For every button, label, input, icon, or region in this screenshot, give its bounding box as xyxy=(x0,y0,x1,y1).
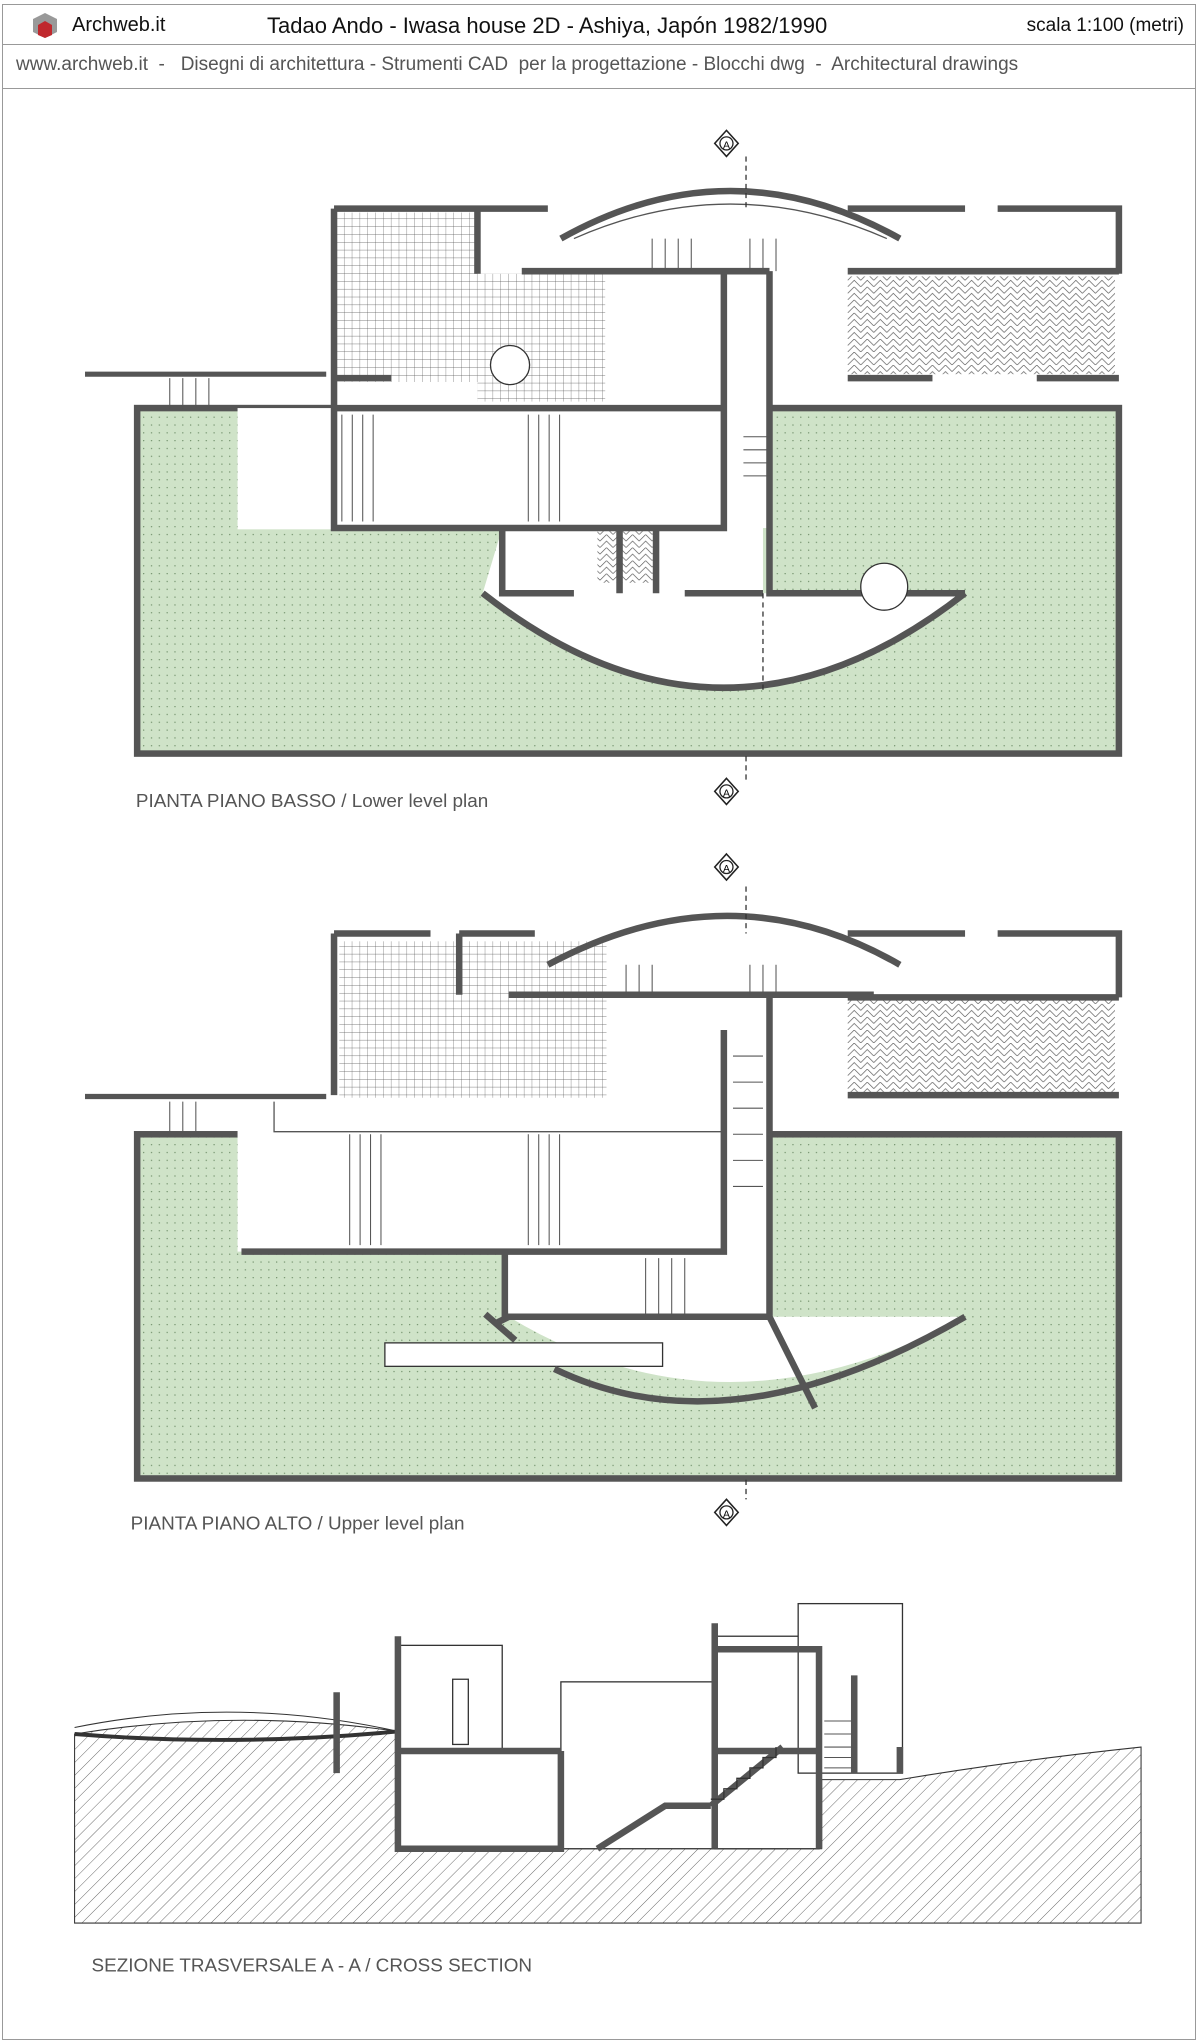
section-label: SEZIONE TRASVERSALE A - A / CROSS SECTION xyxy=(91,1955,533,1977)
section-marker-text: A xyxy=(722,788,730,800)
cross-section xyxy=(75,1604,1141,1923)
upper-plan-label: PIANTA PIANO ALTO / Upper level plan xyxy=(130,1513,465,1535)
tatami-room xyxy=(334,213,477,382)
section-marker-text: A xyxy=(722,140,730,152)
scale-label: scala 1:100 (metri) xyxy=(1026,15,1184,36)
upper-level-plan xyxy=(85,854,1119,1525)
lower-plan-label: PIANTA PIANO BASSO / Lower level plan xyxy=(135,791,489,813)
lower-level-plan xyxy=(85,130,1119,804)
brand-link[interactable]: Archweb.it xyxy=(72,14,166,36)
drawing-title: Tadao Ando - Iwasa house 2D - Ashiya, Japón 1982/1990 xyxy=(267,13,828,38)
subtitle: www.archweb.it - Disegni di architettura - Strumenti CAD per la progettazione - Blocchi dwg - Architectural drawings xyxy=(16,54,1019,75)
section-marker-text: A xyxy=(722,1509,730,1521)
section-marker-text: A xyxy=(722,864,730,876)
